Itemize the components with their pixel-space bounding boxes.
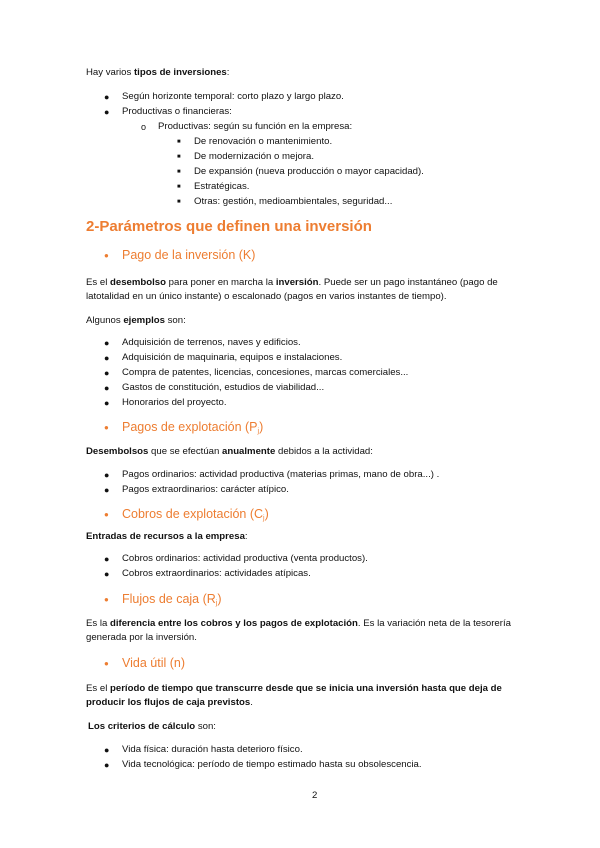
bullet-icon: ● [104,398,110,408]
intro-paragraph [86,67,229,79]
text: debidos a la actividad: [275,446,373,457]
intro-colon: : [226,67,230,78]
bullet-icon: ● [104,338,110,348]
subscript: j [263,515,265,522]
subsection-heading: Vida útil (n) [122,656,185,670]
list-item: Productivas o financieras: [122,106,232,117]
square-bullet-icon: ■ [177,169,181,175]
text: que se efectúan [148,446,222,457]
text: Es la [86,618,110,629]
bullet-icon: ● [104,368,110,378]
text: son: [164,315,186,326]
heading-text: ) [259,420,264,434]
list-item: Pagos ordinarios: actividad productiva (materias primas, mano de obra...) . [122,469,440,480]
paragraph [86,277,498,289]
paragraph [86,683,502,695]
sub-sub-list-item: De expansión (nueva producción o mayor capacidad). [194,166,424,177]
subscript: j [257,428,260,435]
heading-text: ) [217,592,222,606]
sub-sub-list-item: De renovación o mantenimiento. [194,136,333,147]
orange-bullet-icon: ● [104,510,109,519]
bullet-icon: ● [104,470,110,480]
list-item: Cobros extraordinarios: actividades atípicas. [122,568,311,579]
text: Es el [86,277,110,288]
bold-text: Entradas de recursos a la empresa [86,531,245,542]
paragraph [86,315,186,327]
square-bullet-icon: ■ [177,199,181,205]
bold-text: anualmente [222,446,276,457]
list-item: Honorarios del proyecto. [122,397,227,408]
subsection-heading [122,506,269,527]
text: . Puede ser un pago instantáneo (pago de [318,277,498,288]
list-item: Gastos de constitución, estudios de viabilidad... [122,382,325,393]
list-item: Según horizonte temporal: corto plazo y largo plazo. [122,91,344,102]
text: para poner en marcha la [165,277,276,288]
subscript: j [215,600,218,607]
bold-text: Desembolsos [86,446,149,457]
list-item: Adquisición de maquinaria, equipos e instalaciones. [122,352,343,363]
sub-sub-list-item: Otras: gestión, medioambientales, seguridad... [194,196,393,207]
heading-text: ) [264,507,269,521]
text: son: [195,721,216,732]
paragraph-line [86,697,253,709]
page-number: 2 [312,790,318,801]
heading-text: Cobros de explotación (C [122,507,264,521]
subsection-heading [122,419,263,440]
text: : [244,531,248,542]
list-item: Compra de patentes, licencias, concesiones, marcas comerciales... [122,367,409,378]
bullet-icon: ● [104,760,110,770]
bullet-icon: ● [104,569,110,579]
paragraph [86,618,511,630]
list-item: Pagos extraordinarios: carácter atípico. [122,484,289,495]
list-item: Adquisición de terrenos, naves y edificios. [122,337,301,348]
bullet-icon: ● [104,92,110,102]
bold-text: desembolso [110,277,166,288]
text: . [250,697,253,708]
paragraph [88,721,216,733]
sub-sub-list-item: Estratégicas. [194,181,250,192]
paragraph [86,446,373,458]
square-bullet-icon: ■ [177,139,181,145]
list-item: Vida tecnológica: período de tiempo estimado hasta su obsolescencia. [122,759,422,770]
text: Algunos [86,315,124,326]
circle-bullet-icon: o [141,122,147,132]
orange-bullet-icon: ● [104,659,109,668]
bold-text: inversión [275,277,319,288]
bullet-icon: ● [104,554,110,564]
bullet-icon: ● [104,485,110,495]
sub-sub-list-item: De modernización o mejora. [194,151,314,162]
bullet-icon: ● [104,383,110,393]
bold-text: producir los flujos de caja previstos [86,697,251,708]
bold-text: ejemplos [123,315,165,326]
paragraph-line: generada por la inversión. [86,632,197,643]
bullet-icon: ● [104,353,110,363]
heading-text: Pagos de explotación (P [122,420,258,434]
sub-list-item: Productivas: según su función en la empresa: [158,121,353,132]
text: Es el [86,683,110,694]
bullet-icon: ● [104,745,110,755]
text: . Es la variación neta de la tesorería [357,618,511,629]
list-item: Vida física: duración hasta deterioro físico. [122,744,303,755]
square-bullet-icon: ■ [177,184,181,190]
paragraph [86,531,248,543]
bold-text: diferencia entre los cobros y los pagos de explotación [110,618,358,629]
orange-bullet-icon: ● [104,595,109,604]
orange-bullet-icon: ● [104,251,109,260]
section-heading: 2-Parámetros que definen una inversión [86,218,372,235]
paragraph-line: latotalidad en un único instante) o escalonado (pagos en varios instantes de tiempo). [86,291,447,302]
intro-bold: tipos de inversiones [133,67,227,78]
bold-text: Los criterios de cálculo [88,721,196,732]
list-item: Cobros ordinarios: actividad productiva (venta productos). [122,553,368,564]
bold-text: período de tiempo que transcurre desde que se inicia una inversión hasta que deja de [110,683,502,694]
subsection-heading: Pago de la inversión (K) [122,248,256,262]
square-bullet-icon: ■ [177,154,181,160]
heading-text: Flujos de caja (R [122,592,216,606]
intro-text: Hay varios [86,67,134,78]
orange-bullet-icon: ● [104,423,109,432]
subsection-heading [122,591,222,612]
bullet-icon: ● [104,107,110,117]
